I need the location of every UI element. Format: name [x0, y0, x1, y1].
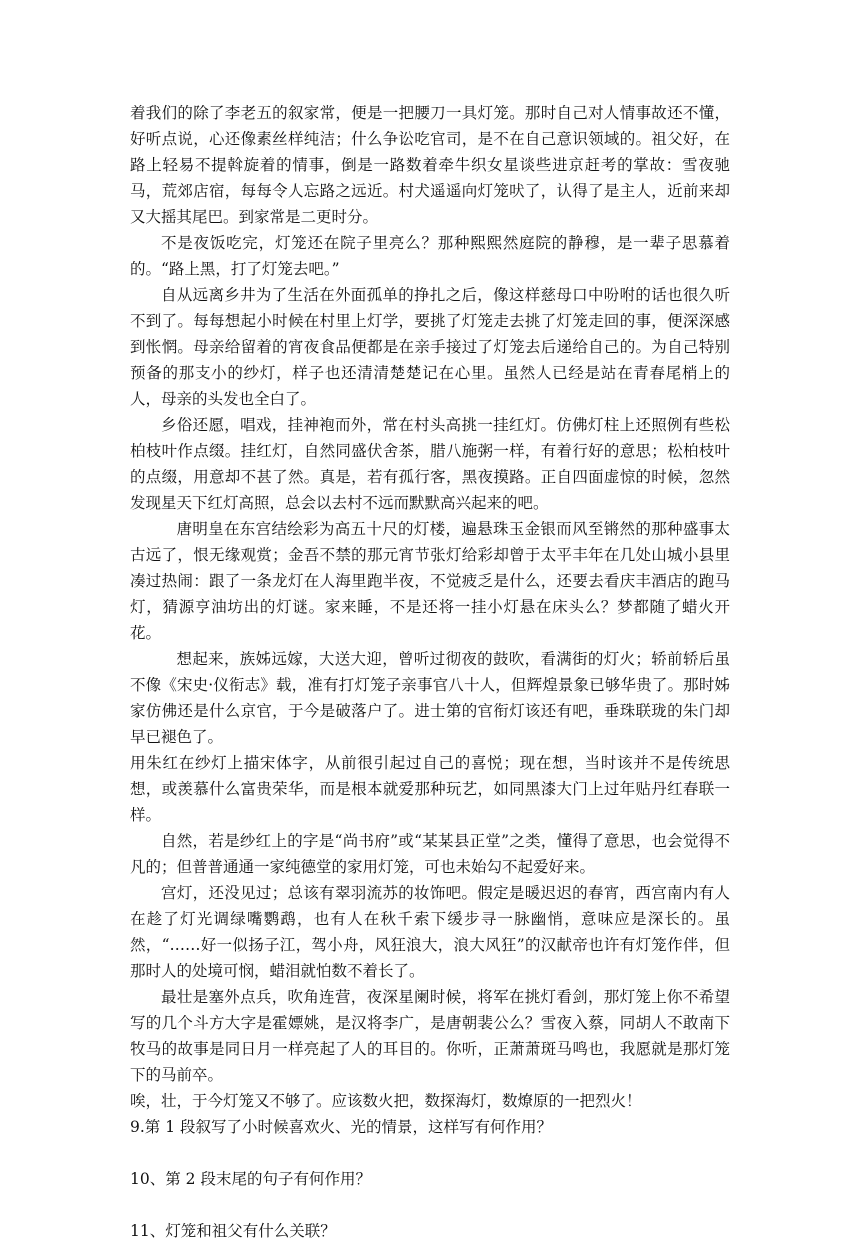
- question-10: 10、第 2 段末尾的句子有何作用？: [130, 1170, 371, 1188]
- question-9: 9.第 1 段叙写了小时候喜欢火、光的情景，这样写有何作用？: [130, 1118, 553, 1136]
- paragraph-2: 不是夜饭吃完，灯笼还在院子里亮么？那种熙熙然庭院的静穆，是一辈子思慕着的。“路上黑，打了灯笼去吧。”: [130, 234, 730, 278]
- paragraph-4: 乡俗还愿，唱戏，挂神袍而外，常在村头高挑一挂红灯。仿佛灯柱上还照例有些松柏枝叶作点缀。挂红灯，自然同盛伏舍茶，腊八施粥一样，有着行好的意思；松柏枝叶的点缀，用意却不甚了然。真是，若有孤行客，黑夜摸路。正自四面虚惊的时候，忽然发现星天下红灯高照，总会以去村不远而默默高兴起来的吧。: [130, 416, 730, 512]
- paragraph-11: 唉，壮，于今灯笼又不够了。应该数火把，数探海灯，数燎原的一把烈火！: [130, 1092, 642, 1110]
- question-11: 11、灯笼和祖父有什么关联？: [130, 1222, 336, 1240]
- paragraph-6: 想起来，族姊远嫁，大送大迎，曾听过彻夜的鼓吹，看满街的灯火；轿前轿后虽不像《宋史·仪衔志》载，准有打灯笼子亲事官八十人，但辉煌景象已够华贵了。那时姊家仿佛还是什么京官，于今是破落户了。进士第的官衔灯该还有吧，垂珠联珑的朱门却早已褪色了。: [130, 650, 730, 746]
- paragraph-1: 着我们的除了李老五的叙家常，便是一把腰刀一具灯笼。那时自己对人情事故还不懂，好听点说，心还像素丝样纯洁；什么争讼吃官司，是不在自己意识领域的。祖父好，在路上轻易不提斡旋着的情事，倒是一路数着牵牛织女星谈些进京赶考的掌故：雪夜驰马，荒郊店宿，每每令人忘路之远近。村犬遥遥向灯笼吠了，认得了是主人，近前来却又大摇其尾巴。到家常是二更时分。: [130, 104, 730, 226]
- answer-space-10: [130, 1192, 730, 1218]
- paragraph-9: 宫灯，还没见过；总该有翠羽流苏的妆饰吧。假定是暖迟迟的春宵，西宫南内有人在趁了灯光调绿嘴鹦鹉，也有人在秋千索下缓步寻一脉幽悄，意味应是深长的。虽然，“……好一似扬子江，驾小舟，风狂浪大，浪大风狂”的汉献帝也许有灯笼作伴，但那时人的处境可悯，蜡泪就怕数不着长了。: [130, 884, 730, 980]
- paragraph-5: 唐明皇在东宫结绘彩为高五十尺的灯楼，遍悬珠玉金银而风至锵然的那种盛事太古远了，恨无缘观赏；金吾不禁的那元宵节张灯给彩却曾于太平丰年在几处山城小县里凑过热闹：跟了一条龙灯在人海里跑半夜，不觉疲乏是什么，还要去看庆丰酒店的跑马灯，猜源亨油坊出的灯谜。家来睡，不是还将一挂小灯悬在床头么？梦都随了蜡火开花。: [130, 520, 730, 642]
- paragraph-3: 自从远离乡井为了生活在外面孤单的挣扎之后，像这样慈母口中吩咐的话也很久听不到了。每每想起小时候在村里上灯学，要挑了灯笼走去挑了灯笼走回的事，便深深感到怅惘。母亲给留着的宵夜食品便都是在亲手接过了灯笼去后递给自己的。为自己特别预备的那支小的纱灯，样子也还清清楚楚记在心里。虽然人已经是站在青春尾梢上的人，母亲的头发也全白了。: [130, 286, 730, 408]
- paragraph-10: 最壮是塞外点兵，吹角连营，夜深星阑时候，将军在挑灯看剑，那灯笼上你不希望写的几个斗方大字是霍嫖姚，是汉将李广，是唐朝裴公么？雪夜入蔡，同胡人不敢南下牧马的故事是同日月一样亮起了人的耳目的。你听，正萧萧斑马鸣也，我愿就是那灯笼下的马前卒。: [130, 988, 730, 1084]
- paragraph-8: 自然，若是纱红上的字是“尚书府”或“某某县正堂”之类，懂得了意思，也会觉得不凡的；但普普通通一家纯德堂的家用灯笼，可也未始勾不起爱好来。: [130, 832, 730, 876]
- answer-space-9: [130, 1140, 730, 1166]
- paragraph-7: 用朱红在纱灯上描宋体字，从前很引起过自己的喜悦；现在想，当时该并不是传统思想，或羡慕什么富贵荣华，而是根本就爱那种玩艺，如同黑漆大门上过年贴丹红春联一样。: [130, 754, 730, 824]
- document-page: [130, 100, 730, 1244]
